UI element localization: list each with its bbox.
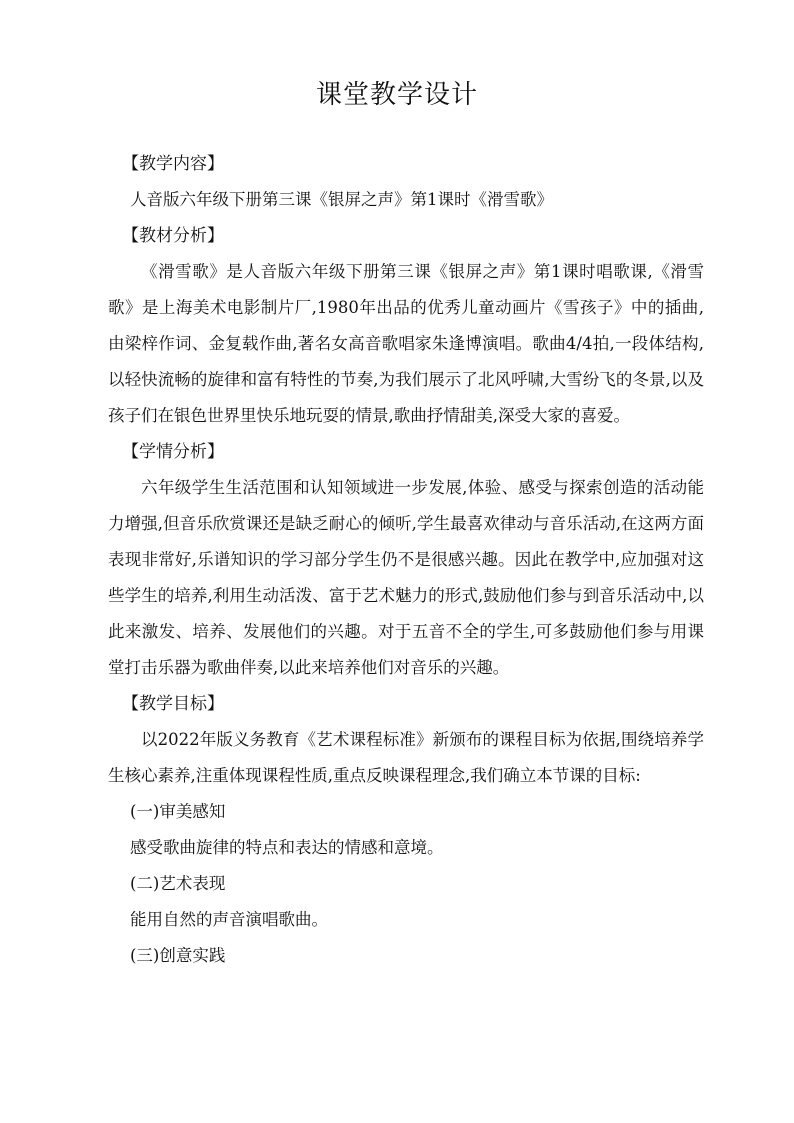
section-heading-material: 【教材分析】 <box>122 226 224 246</box>
section-heading-goals: 【教学目标】 <box>122 694 224 714</box>
goal-item-label: (一)审美感知 <box>130 802 226 821</box>
page-title: 课堂教学设计 <box>315 80 478 110</box>
material-paragraph: 《滑雪歌》是人音版六年级下册第三课《银屏之声》第1课时唱歌课,《滑雪歌》是上海美术电影制片厂,1980年出品的优秀儿童动画片《雪孩子》中的插曲,由梁梓作词、金复载作曲,著名女高音歌唱家朱逢博演唱。歌曲4/4拍,一段体结构,以轻快流畅的旋律和富有特性的节奏,为我们展示了北风呼啸,大雪纷飞的冬景,以及孩子们在银色世界里快乐地玩耍的情景,歌曲抒情甜美,深受大家的喜爱。 <box>108 262 704 425</box>
goal-item-text: 感受歌曲旋律的特点和表达的情感和意境。 <box>130 838 444 857</box>
goal-item-label: (三)创意实践 <box>130 946 226 965</box>
goal-item-label: (二)艺术表现 <box>130 874 226 893</box>
goals-paragraph: 以2022年版义务教育《艺术课程标准》新颁布的课程目标为依据,围绕培养学生核心素养,注重体现课程性质,重点反映课程理念,我们确立本节课的目标: <box>108 730 704 785</box>
goal-item-text: 能用自然的声音演唱歌曲。 <box>130 910 328 929</box>
section-heading-content: 【教学内容】 <box>122 154 224 174</box>
section-heading-students: 【学情分析】 <box>122 442 224 462</box>
content-text: 人音版六年级下册第三课《银屏之声》第1课时《滑雪歌》 <box>130 190 553 209</box>
document-body <box>108 146 704 974</box>
students-paragraph: 六年级学生生活范围和认知领域进一步发展,体验、感受与探索创造的活动能力增强,但音乐欣赏课还是缺乏耐心的倾听,学生最喜欢律动与音乐活动,在这两方面表现非常好,乐谱知识的学习部分学生仍不是很感兴趣。因此在教学中,应加强对这些学生的培养,利用生动活泼、富于艺术魅力的形式,鼓励他们参与到音乐活动中,以此来激发、培养、发展他们的兴趣。对于五音不全的学生,可多鼓励他们参与用课堂打击乐器为歌曲伴奏,以此来培养他们对音乐的兴趣。 <box>108 478 704 677</box>
